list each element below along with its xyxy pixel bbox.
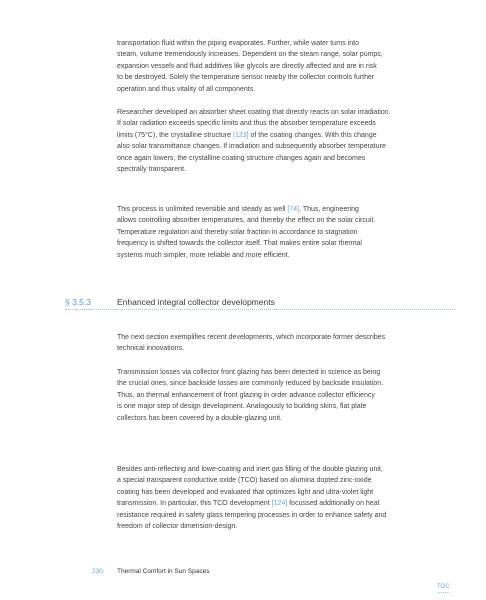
paragraph-transmission-losses — [117, 367, 455, 424]
text-line — [117, 498, 455, 509]
citation-link[interactable]: [123] — [233, 131, 249, 139]
paragraph-stagnation-effects — [117, 38, 455, 95]
text-line: expansion vessels and fluid additives like glycols are directly affected and are in risk — [117, 62, 377, 70]
text-line: the crucial ones, since backside losses are commonly reduced by backside insulation. — [117, 380, 384, 388]
text-line: steam, volume tremendously increases. Dependent on the steam range, solar pumps, — [117, 51, 383, 59]
text-segment: transmission. In particular, this TCO development — [117, 500, 272, 508]
text-segment: focussed additionally on heat — [287, 500, 380, 508]
paragraph-absorber-coating — [117, 107, 455, 175]
text-segment: . Thus, engineering — [299, 206, 359, 213]
text-line — [117, 204, 455, 215]
book-title: Thermal Comfort in Sun Spaces — [117, 568, 210, 575]
text-segment: This process is unlimited reversible and steady as well — [117, 206, 288, 213]
section-heading — [0, 296, 486, 314]
text-line: a special transparent conductive oxide (TCO) based on alumina dopted zinc-oxide — [117, 477, 372, 485]
text-line: freedom of collector dimension-design. — [117, 523, 238, 531]
citation-link[interactable]: [74] — [287, 206, 300, 213]
text-line: The next section exemplifies recent developments, which incorporate former describes — [117, 334, 386, 341]
text-line: allows controlling absorber temperatures, and thereby the effect on the solar circuit. — [117, 217, 376, 225]
text-line: Thus, an thermal enhancement of front glazing in order advance collector efficiency — [117, 391, 375, 399]
text-segment: limits (75°C), the crystalline structure — [117, 131, 233, 139]
text-line: resistance required in safety glass tempering processes in order to enhance safety and — [117, 511, 387, 519]
page-number: 230 — [92, 568, 103, 575]
text-line: If solar radiation exceeds specific limits and thus the absorber temperature exceeds — [117, 120, 376, 128]
text-line: operation and thus vitality of all components. — [117, 85, 256, 93]
text-line: Transmission losses via collector front glazing has been detected in science as being — [117, 369, 381, 376]
text-line: to be destroyed. Solely the temperature sensor nearby the collector controls further — [117, 74, 375, 82]
text-segment: of the coating changes. With this change — [248, 131, 377, 139]
text-line: systems much simpler, more reliable and more efficient. — [117, 251, 290, 259]
section-title: Enhanced integral collector developments — [117, 297, 275, 307]
text-line: Temperature regulation and thereby solar fraction in accordance to stagnation — [117, 228, 358, 236]
text-line: spectrally transparent. — [117, 166, 186, 174]
text-line: coating has been developed and evaluated that optimizes light and ultra-violet light — [117, 488, 374, 496]
text-line: is one major step of design development. Analogously to building skins, flat plate — [117, 403, 367, 411]
paragraph-section-intro — [117, 332, 455, 355]
text-line: technical innovations. — [117, 345, 184, 353]
section-number: § 3.5.3 — [65, 297, 91, 307]
text-line: once again lowers, the crystalline coating structure changes again and becomes — [117, 154, 366, 162]
text-line: transportation fluid within the piping evaporates. Further, while water turns into — [117, 40, 360, 47]
paragraph-tco-coating — [117, 464, 455, 532]
section-divider — [65, 309, 455, 310]
text-line: also solar transmittance changes. If irradiation and subsequently absorber temperature — [117, 143, 386, 151]
text-line: Besides anti-reflecting and lowe-coating and inert gas filling of the double glazing unit, — [117, 466, 383, 473]
text-line — [117, 130, 455, 141]
toc-link[interactable]: TOC — [437, 583, 450, 593]
citation-link[interactable]: [124] — [271, 500, 288, 508]
text-line: collectors has been covered by a double-glazing unit. — [117, 414, 282, 422]
paragraph-reversible-process — [117, 204, 455, 261]
page-footer — [0, 567, 486, 579]
text-line: Researcher developed an absorber sheet coating that directly reacts on solar irradiation. — [117, 109, 391, 116]
text-line: frequency is shifted towards the collector itself. That makes entire solar thermal — [117, 240, 362, 248]
